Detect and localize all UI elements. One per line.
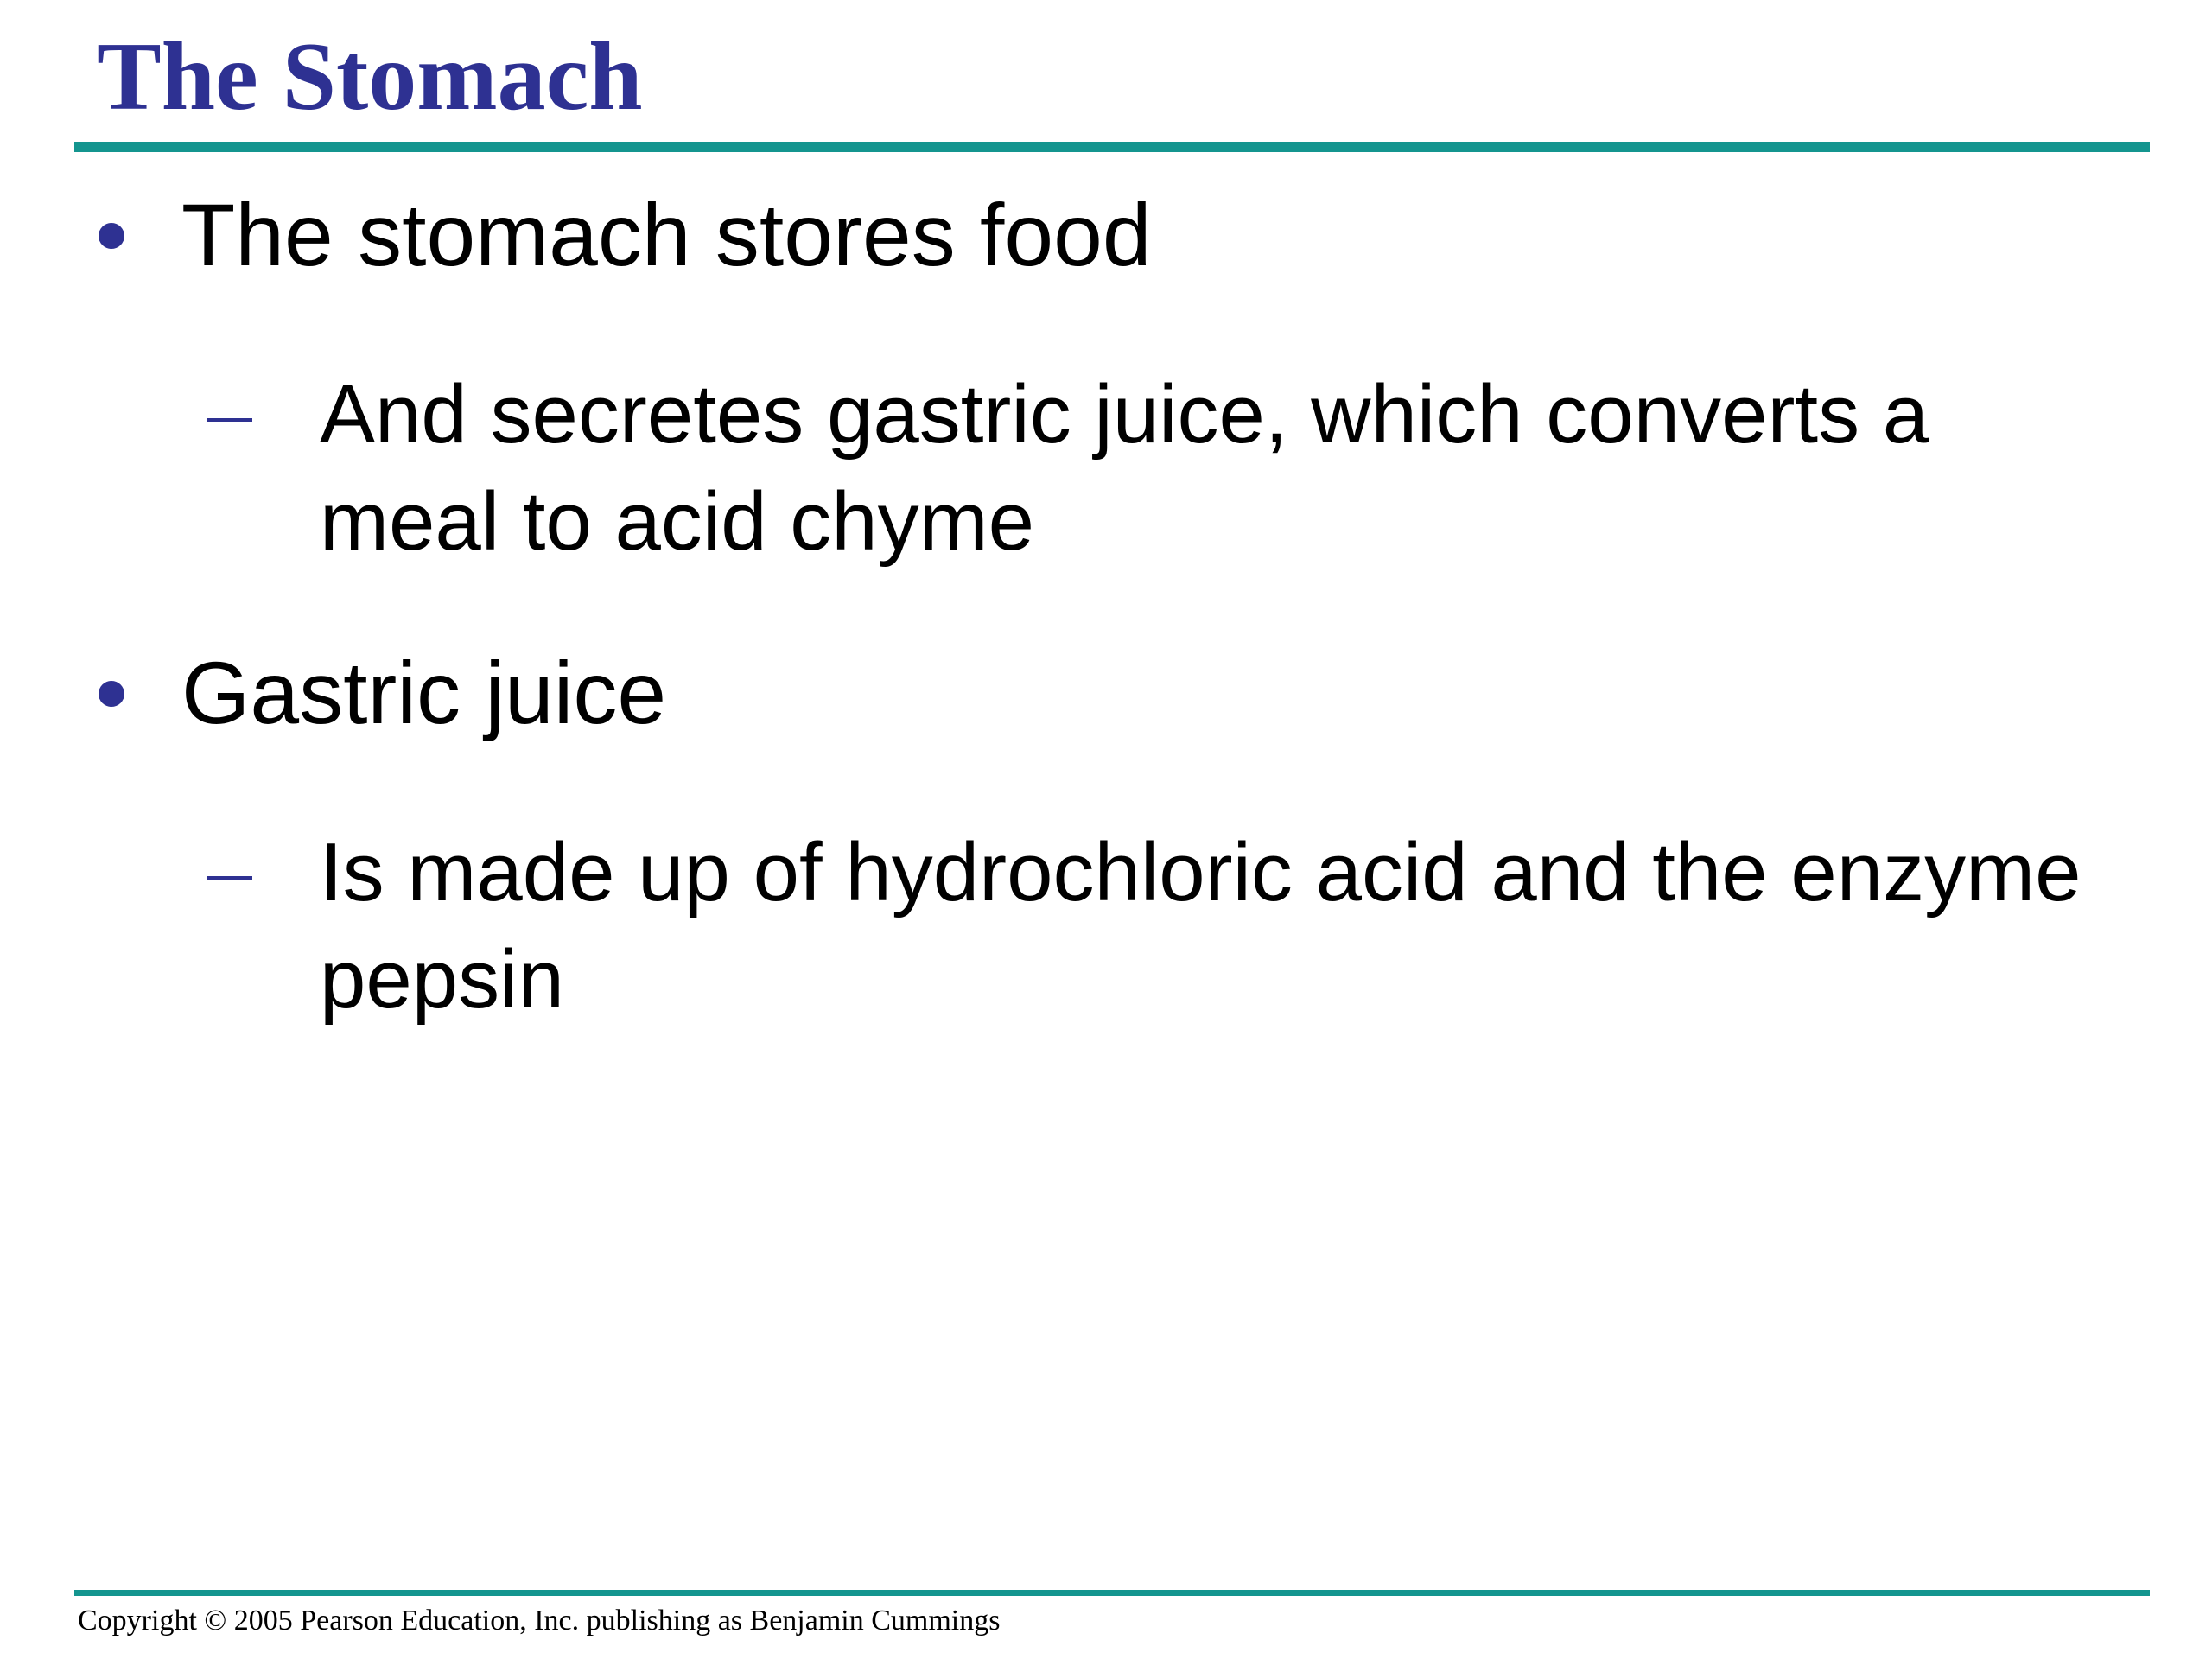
sub-bullet-text: Is made up of hydrochloric acid and the enzyme pepsin bbox=[320, 826, 2082, 1026]
sub-bullet-text: And secretes gastric juice, which converts a meal to acid chyme bbox=[320, 368, 1929, 568]
slide-title: The Stomach bbox=[97, 23, 643, 130]
bullet-text: The stomach stores food bbox=[181, 186, 1152, 284]
bullet-dot-icon bbox=[99, 223, 124, 249]
copyright-footer: Copyright © 2005 Pearson Education, Inc. publishing as Benjamin Cummings bbox=[78, 1605, 1001, 1637]
bullet-dot-icon bbox=[99, 681, 124, 707]
dash-icon bbox=[207, 418, 252, 422]
title-divider bbox=[74, 142, 2150, 152]
dash-icon bbox=[207, 876, 252, 880]
bullet-text: Gastric juice bbox=[181, 644, 667, 742]
footer-divider bbox=[74, 1590, 2150, 1596]
